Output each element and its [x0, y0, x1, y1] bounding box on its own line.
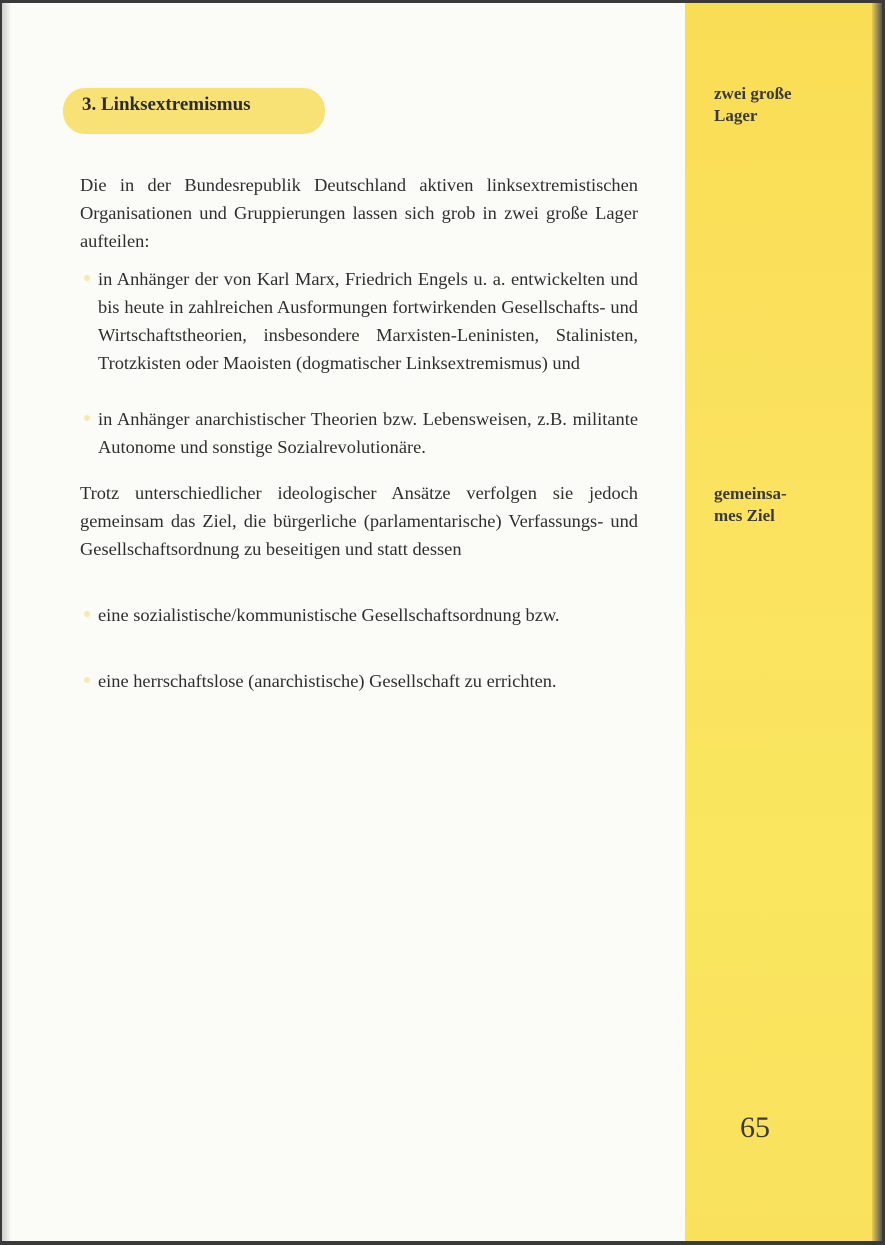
document-page	[2, 3, 882, 1241]
middle-paragraph: Trotz unterschiedlicher ideologischer Ansätze verfolgen sie jedoch gemeinsam das Ziel, die bürgerliche (parlamentarische) Verfassungs- und Gesellschaftsordnung zu beseitigen und statt dessen	[80, 483, 638, 559]
bullet-icon	[84, 677, 90, 683]
page-edge-shadow	[2, 3, 10, 1241]
side-note-common-goal	[714, 483, 834, 527]
bullet-icon	[84, 611, 90, 617]
list-item-dogmatic-text: in Anhänger der von Karl Marx, Friedrich Engels u. a. entwickelten und bis heute in zahlreichen Ausformungen fortwirkenden Gesellschafts- und Wirtschaftstheorien, insbesondere Marxisten-Leninisten, Stalinisten, Trotzkisten oder Maoisten (dogmatischer Linksextremismus) und	[98, 269, 638, 373]
intro-paragraph: Die in der Bundesrepublik Deutschland aktiven linksextremistischen Organisationen und Gruppierungen lassen sich grob in zwei große Lager aufteilen:	[80, 175, 638, 251]
side-note-common-goal-line2: mes Ziel	[714, 506, 775, 525]
side-note-two-camps	[714, 83, 834, 127]
side-note-common-goal-line1: gemeinsa-	[714, 484, 787, 503]
list-item-anarchist-society-text: eine herrschaftslose (anarchistische) Gesellschaft zu errichten.	[98, 671, 557, 691]
list-item-anarchist-text: in Anhänger anarchistischer Theorien bzw. Lebensweisen, z.B. militante Autonome und sonstige Sozialrevolutionäre.	[98, 409, 638, 457]
list-item-anarchist	[98, 405, 638, 461]
list-item-socialist	[98, 601, 638, 629]
margin-edge-shadow	[872, 3, 882, 1241]
section-heading: 3. Linksextremismus	[82, 94, 251, 115]
list-item-socialist-text: eine sozialistische/kommunistische Gesellschaftsordnung bzw.	[98, 605, 560, 625]
bullet-icon	[84, 275, 90, 281]
bullet-icon	[84, 415, 90, 421]
page-number: 65	[740, 1111, 770, 1144]
side-note-two-camps-line2: Lager	[714, 106, 758, 125]
list-item-dogmatic	[98, 265, 638, 377]
side-note-two-camps-line1: zwei große	[714, 84, 792, 103]
margin-column	[685, 3, 882, 1241]
list-item-anarchist-society	[98, 667, 638, 695]
